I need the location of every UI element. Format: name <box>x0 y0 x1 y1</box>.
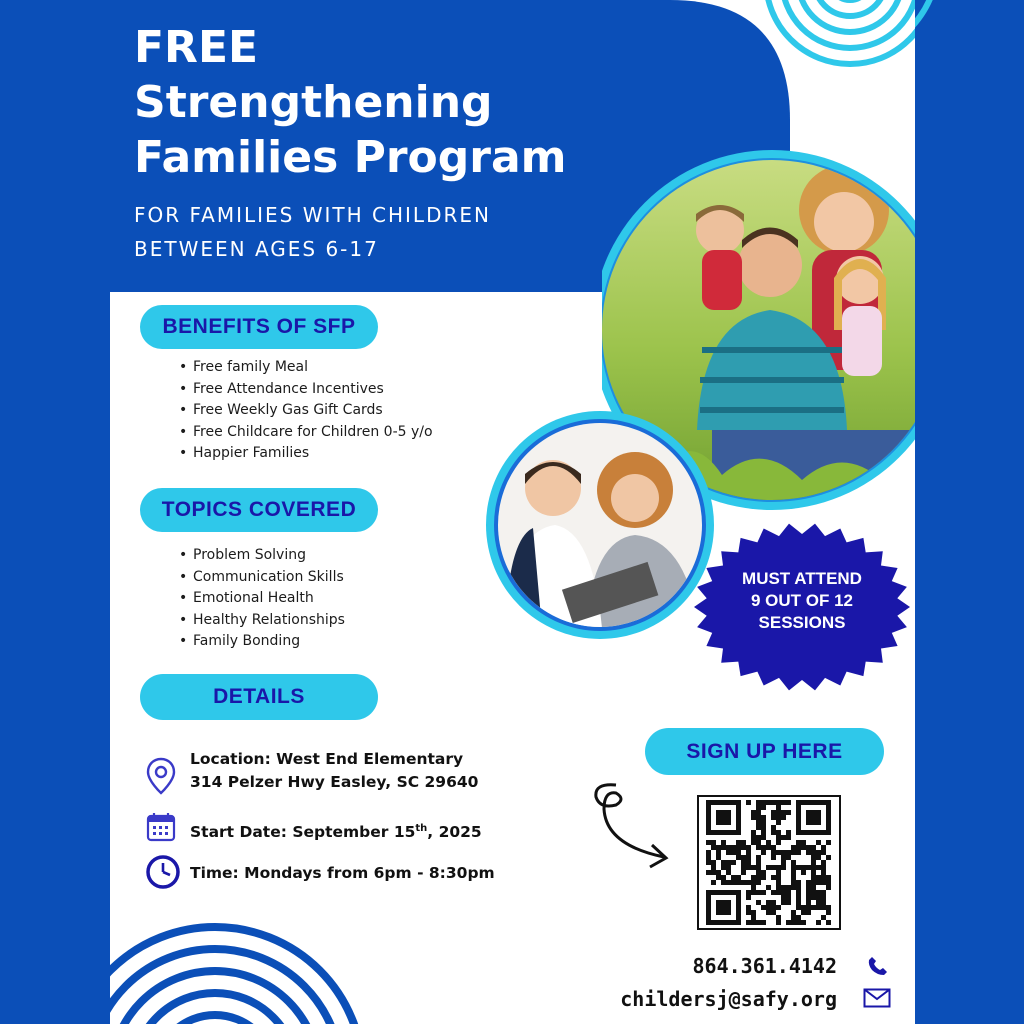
title-line-3: Families Program <box>134 132 567 183</box>
subtitle <box>134 198 491 266</box>
details-heading: DETAILS <box>140 674 378 720</box>
qr-code-pattern <box>699 797 839 928</box>
list-item: • Communication Skills <box>179 567 345 589</box>
topics-heading: TOPICS COVERED <box>140 488 378 532</box>
decorative-rings-top-inner <box>740 0 915 90</box>
start-date-suffix: th <box>415 823 428 834</box>
list-item: • Happier Families <box>179 443 433 465</box>
benefits-heading: BENEFITS OF SFP <box>140 305 378 349</box>
flyer <box>110 0 915 1024</box>
list-item: • Emotional Health <box>179 588 345 610</box>
badge-line-3: SESSIONS <box>758 613 846 632</box>
list-item: • Free family Meal <box>179 357 433 379</box>
page-title <box>134 20 567 185</box>
phone-icon <box>867 955 889 977</box>
list-item: • Problem Solving <box>179 545 345 567</box>
phone-number[interactable]: 864.361.4142 <box>692 954 837 978</box>
badge-line-2: 9 OUT OF 12 <box>750 591 854 610</box>
list-item: • Free Childcare for Children 0-5 y/o <box>179 422 433 444</box>
start-date-text <box>190 817 482 844</box>
start-date-label: Start Date: September 15 <box>190 823 416 842</box>
list-item: • Free Weekly Gas Gift Cards <box>179 400 433 422</box>
qr-code[interactable] <box>697 795 841 930</box>
envelope-icon <box>863 988 891 1008</box>
mother-son-photo <box>485 410 715 640</box>
decorative-rings-bottom <box>110 905 470 1024</box>
benefits-list <box>179 357 433 465</box>
badge-line-1: MUST ATTEND <box>742 569 862 588</box>
map-pin-icon <box>146 757 176 795</box>
list-item: • Healthy Relationships <box>179 610 345 632</box>
sign-up-button[interactable]: SIGN UP HERE <box>645 728 884 775</box>
subtitle-line-1: FOR FAMILIES WITH CHILDREN <box>134 203 491 227</box>
badge-text <box>692 568 912 634</box>
calendar-icon <box>146 812 176 842</box>
topics-list <box>179 545 345 653</box>
list-item: • Family Bonding <box>179 631 345 653</box>
email-address[interactable]: childersj@safy.org <box>620 987 837 1011</box>
curly-arrow-icon <box>586 775 676 875</box>
location-line-1: Location: West End Elementary <box>190 750 464 768</box>
location-line-2: 314 Pelzer Hwy Easley, SC 29640 <box>190 773 479 791</box>
clock-icon <box>146 855 180 889</box>
contact-info <box>620 950 837 1016</box>
location-text <box>190 748 478 794</box>
title-line-2: Strengthening <box>134 77 493 128</box>
subtitle-line-2: BETWEEN AGES 6-17 <box>134 237 379 261</box>
time-text: Time: Mondays from 6pm - 8:30pm <box>190 864 495 882</box>
start-date-year: , 2025 <box>427 823 482 842</box>
title-line-1: FREE <box>134 22 259 73</box>
list-item: • Free Attendance Incentives <box>179 379 433 401</box>
